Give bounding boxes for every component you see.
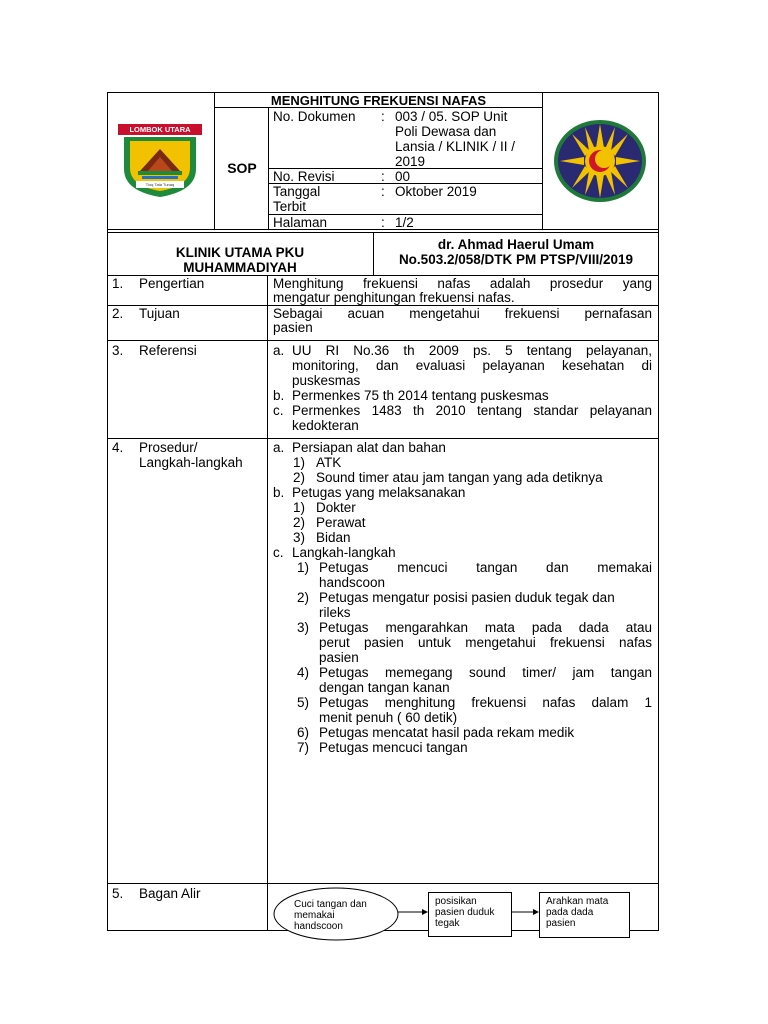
flow-node-text: pada dada <box>546 907 594 918</box>
flow-node-text: posisikan <box>435 896 477 907</box>
step-text-line: Petugas mengatur posisi pasien duduk tegak dan <box>319 590 615 605</box>
flow-node-text: Cuci tangan dan <box>294 899 367 910</box>
sub-item-number: 3) <box>293 530 306 545</box>
section-label: Referensi <box>139 343 197 358</box>
meta-label: Halaman <box>273 215 328 230</box>
flow-node-text: pasien <box>546 918 576 929</box>
meta-sep: : <box>381 169 385 184</box>
step-number: 3) <box>297 620 310 635</box>
meta-value-line: 00 <box>395 169 411 184</box>
section-label: Pengertian <box>139 276 205 291</box>
meta-value-line: 003 / 05. SOP Unit <box>395 109 508 124</box>
sub-item-number: 1) <box>293 500 306 515</box>
sub-item-number: 1) <box>293 455 306 470</box>
meta-sep: : <box>381 215 385 230</box>
list-text-line: kedokteran <box>292 418 359 433</box>
step-text-line: perut pasien untuk mengetahui frekuensi nafas <box>319 635 652 650</box>
muhammadiyah-logo-icon <box>552 118 648 204</box>
section-text-line: Menghitung frekuensi nafas adalah prosedur yang <box>273 276 652 291</box>
list-text-line: Permenkes 1483 th 2010 tentang standar pelayanan <box>292 403 652 418</box>
section-number: 3. <box>112 343 124 358</box>
list-marker: a. <box>273 343 285 358</box>
section-number: 5. <box>112 886 124 901</box>
clinic-name: MUHAMMADIYAH <box>183 260 297 275</box>
sub-item-number: 2) <box>293 470 306 485</box>
meta-value-line: Lansia / KLINIK / II / <box>395 139 516 154</box>
subsection-title: Petugas yang melaksanakan <box>292 485 466 500</box>
meta-value-line: 2019 <box>395 154 426 169</box>
flow-node-text: handscoon <box>294 921 343 932</box>
list-marker: c. <box>273 403 284 418</box>
step-text-line: Petugas mencuci tangan <box>319 740 468 755</box>
list-text-line: puskesmas <box>292 373 361 388</box>
signer-name: dr. Ahmad Haerul Umam <box>437 237 595 252</box>
list-text-line: Permenkes 75 th 2014 tentang puskesmas <box>292 388 549 403</box>
list-marker: b. <box>273 388 285 403</box>
subsection-title: Persiapan alat dan bahan <box>292 440 446 455</box>
sub-item-text: Dokter <box>316 500 356 515</box>
step-number: 7) <box>297 740 310 755</box>
flow-node-start <box>294 899 384 932</box>
section-text-line: pasien <box>273 320 313 335</box>
sub-item-text: ATK <box>316 455 342 470</box>
section-label: Prosedur/ <box>139 440 198 455</box>
list-marker: c. <box>273 545 284 560</box>
sub-item-text: Bidan <box>316 530 351 545</box>
step-text-line: Petugas mencatat hasil pada rekam medik <box>319 725 575 740</box>
logo-banner: LOMBOK UTARA <box>118 124 202 135</box>
flow-node-process <box>539 892 630 938</box>
step-text-line: Petugas mengarahkan mata pada dada atau <box>319 620 652 635</box>
flow-node-text: tegak <box>435 918 460 929</box>
section-number: 1. <box>112 276 124 291</box>
document-title: MENGHITUNG FREKUENSI NAFAS <box>270 93 487 108</box>
meta-label: Terbit <box>273 199 307 214</box>
meta-value-line: 1/2 <box>395 215 414 230</box>
meta-label: No. Dokumen <box>273 109 356 124</box>
section-number: 4. <box>112 440 124 455</box>
step-number: 2) <box>297 590 310 605</box>
meta-label: No. Revisi <box>273 169 335 184</box>
list-marker: b. <box>273 485 285 500</box>
step-text-line: menit penuh ( 60 detik) <box>319 710 458 725</box>
section-number: 2. <box>112 306 124 321</box>
step-text-line: rileks <box>319 605 351 620</box>
section-label: Tujuan <box>139 306 180 321</box>
flow-node-process <box>428 892 512 937</box>
step-number: 4) <box>297 665 310 680</box>
section-text-line: mengatur penghitungan frekuensi nafas. <box>273 290 515 305</box>
section-label: Bagan Alir <box>139 886 201 901</box>
flow-node-text: memakai <box>294 910 335 921</box>
meta-value-line: Poli Dewasa dan <box>395 124 497 139</box>
step-text-line: Petugas mencuci tangan dan memakai <box>319 560 652 575</box>
section-label: Langkah-langkah <box>139 455 243 470</box>
step-number: 6) <box>297 725 310 740</box>
step-text-line: dengan tangan kanan <box>319 680 450 695</box>
step-number: 5) <box>297 695 310 710</box>
step-text-line: Petugas memegang sound timer/ jam tangan <box>319 665 652 680</box>
subsection-title: Langkah-langkah <box>292 545 396 560</box>
meta-sep: : <box>381 109 385 124</box>
list-text-line: monitoring, dan evaluasi pelayanan kesehatan di <box>292 358 652 373</box>
list-marker: a. <box>273 440 285 455</box>
step-number: 1) <box>297 560 310 575</box>
meta-value-line: Oktober 2019 <box>395 184 477 199</box>
meta-label: Tanggal <box>273 184 321 199</box>
sub-item-number: 2) <box>293 515 306 530</box>
logo-motto: Tioq Tata Tunaq <box>145 182 175 187</box>
step-text-line: Petugas menghitung frekuensi nafas dalam 1 <box>319 695 652 710</box>
meta-sep: : <box>381 184 385 199</box>
sop-label: SOP <box>227 160 257 176</box>
step-text-line: handscoon <box>319 575 386 590</box>
flow-node-text: pasien duduk <box>435 907 495 918</box>
sub-item-text: Sound timer atau jam tangan yang ada detiknya <box>316 470 603 485</box>
lombok-utara-logo <box>118 124 202 198</box>
flow-node-text: Arahkan mata <box>546 896 609 907</box>
step-text-line: pasien <box>319 650 359 665</box>
clinic-name: KLINIK UTAMA PKU <box>175 245 305 260</box>
shield-emblem-icon <box>118 135 202 198</box>
section-text-line: Sebagai acuan mengetahui frekuensi pernafasan <box>273 306 652 321</box>
permit-number: No.503.2/058/DTK PM PTSP/VIII/2019 <box>398 252 634 267</box>
list-text-line: UU RI No.36 th 2009 ps. 5 tentang pelayanan, <box>292 343 652 358</box>
sub-item-text: Perawat <box>316 515 366 530</box>
